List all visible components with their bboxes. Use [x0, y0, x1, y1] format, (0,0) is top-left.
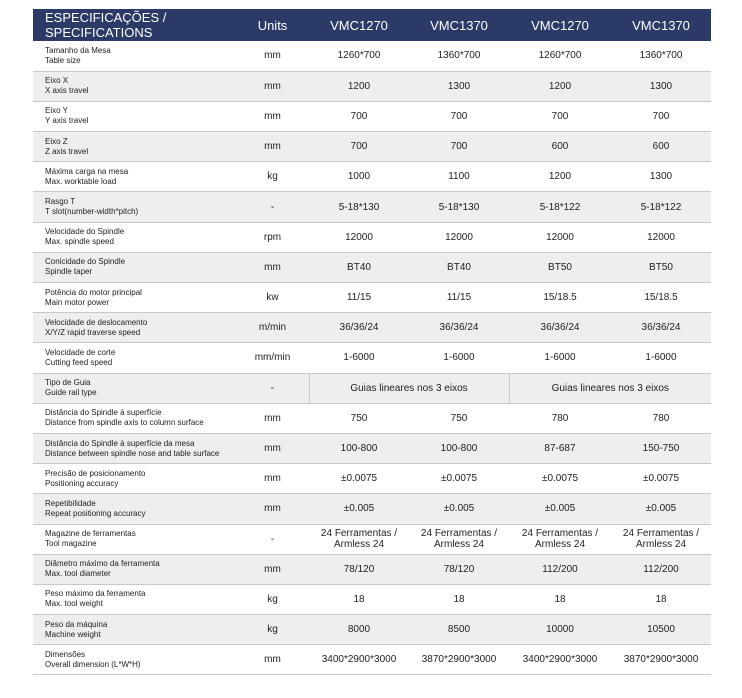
value-cell-model-3: 12000	[509, 222, 611, 252]
value-cell-model-2: 11/15	[409, 283, 509, 313]
spec-label-pt: Magazine de ferramentas	[45, 529, 136, 539]
value-cell-model-4: 780	[611, 403, 711, 433]
header-units: Units	[236, 9, 309, 41]
spec-label-pt: Eixo Y	[45, 106, 68, 116]
spec-label-cell	[33, 101, 236, 131]
spec-label-en: Guide rail type	[45, 388, 97, 398]
value-cell-model-1: 5-18*130	[309, 192, 409, 222]
spec-label-en: Main motor power	[45, 297, 110, 307]
value-cell-model-2: 78/120	[409, 554, 509, 584]
value-cell-model-3: 1200	[509, 71, 611, 101]
table-row	[33, 584, 711, 614]
unit-cell: mm	[236, 71, 309, 101]
spec-label-en: Positioning accuracy	[45, 478, 119, 488]
value-cell-model-1: 8000	[309, 615, 409, 645]
value-cell-model-2: 700	[409, 132, 509, 162]
value-cell-model-1: 11/15	[309, 283, 409, 313]
table-row	[33, 71, 711, 101]
value-cell-model-1: ±0.0075	[309, 464, 409, 494]
spec-label-en: X axis travel	[45, 86, 89, 96]
value-cell-model-2: ±0.0075	[409, 464, 509, 494]
specifications-table	[33, 9, 711, 675]
value-cell-model-2: 8500	[409, 615, 509, 645]
spec-label-cell	[33, 433, 236, 463]
table-row	[33, 554, 711, 584]
spec-label-pt: Repetibilidade	[45, 498, 96, 508]
value-cell-model-3: 18	[509, 584, 611, 614]
value-cell-model-3: 5-18*122	[509, 192, 611, 222]
specifications-table-container	[33, 9, 711, 675]
value-cell-model-4: BT50	[611, 252, 711, 282]
value-cell-model-2: 1300	[409, 71, 509, 101]
unit-cell: mm	[236, 464, 309, 494]
spec-label-pt: Precisão de posicionamento	[45, 468, 146, 478]
table-row	[33, 403, 711, 433]
spec-label-en: Cutting feed speed	[45, 357, 113, 367]
value-cell-model-1: 24 Ferramentas / Armless 24	[309, 524, 409, 554]
spec-label-cell	[33, 162, 236, 192]
table-row	[33, 132, 711, 162]
spec-label-pt: Velocidade de deslocamento	[45, 317, 148, 327]
value-cell-model-2: 3870*2900*3000	[409, 645, 509, 675]
table-row	[33, 343, 711, 373]
value-cell-model-3: 780	[509, 403, 611, 433]
value-cell-model-3: 36/36/24	[509, 313, 611, 343]
value-cell-model-4: 112/200	[611, 554, 711, 584]
table-row	[33, 41, 711, 71]
value-cell-model-4: ±0.0075	[611, 464, 711, 494]
value-cell-model-4: 5-18*122	[611, 192, 711, 222]
value-cell-model-3: 112/200	[509, 554, 611, 584]
header-model-4: VMC1370	[611, 9, 711, 41]
header-model-3: VMC1270	[509, 9, 611, 41]
unit-cell: mm	[236, 494, 309, 524]
value-cell-model-1: 750	[309, 403, 409, 433]
value-cell-model-2: 36/36/24	[409, 313, 509, 343]
value-cell-model-4: 150-750	[611, 433, 711, 463]
value-cell-model-4: 1300	[611, 162, 711, 192]
table-row	[33, 192, 711, 222]
value-cell-model-2: 5-18*130	[409, 192, 509, 222]
unit-cell: mm	[236, 554, 309, 584]
value-cell-model-2: ±0.005	[409, 494, 509, 524]
merged-value-cell: Guias lineares nos 3 eixos	[509, 373, 711, 403]
spec-label-cell	[33, 132, 236, 162]
spec-label-cell	[33, 584, 236, 614]
unit-cell: mm	[236, 132, 309, 162]
value-cell-model-1: 1000	[309, 162, 409, 192]
spec-label-cell	[33, 615, 236, 645]
value-cell-model-4: 3870*2900*3000	[611, 645, 711, 675]
spec-label-cell	[33, 313, 236, 343]
unit-cell: mm	[236, 403, 309, 433]
value-cell-model-1: 700	[309, 132, 409, 162]
spec-label-en: Spindle taper	[45, 267, 93, 277]
unit-cell: kg	[236, 584, 309, 614]
spec-label-cell	[33, 192, 236, 222]
spec-label-cell	[33, 403, 236, 433]
spec-label-cell	[33, 645, 236, 675]
spec-label-pt: Dimensões	[45, 649, 86, 659]
spec-label-pt: Conicidade do Spindle	[45, 257, 126, 267]
unit-cell: mm	[236, 41, 309, 71]
value-cell-model-4: 10500	[611, 615, 711, 645]
value-cell-model-1: 100-800	[309, 433, 409, 463]
unit-cell: mm/min	[236, 343, 309, 373]
spec-label-pt: Velocidade do Spindle	[45, 227, 125, 237]
value-cell-model-3: 1200	[509, 162, 611, 192]
value-cell-model-2: 750	[409, 403, 509, 433]
spec-label-pt: Peso máximo da ferramenta	[45, 589, 146, 599]
unit-cell: kw	[236, 283, 309, 313]
value-cell-model-3: 15/18.5	[509, 283, 611, 313]
spec-label-pt: Distância do Spindle à superfície da mesa	[45, 438, 195, 448]
value-cell-model-1: 700	[309, 101, 409, 131]
value-cell-model-1: 78/120	[309, 554, 409, 584]
spec-label-cell	[33, 373, 236, 403]
unit-cell: rpm	[236, 222, 309, 252]
value-cell-model-3: BT50	[509, 252, 611, 282]
value-cell-model-1: 12000	[309, 222, 409, 252]
unit-cell: mm	[236, 101, 309, 131]
value-cell-model-4: 12000	[611, 222, 711, 252]
table-row	[33, 101, 711, 131]
spec-label-en: Tool magazine	[45, 539, 97, 549]
value-cell-model-1: 1260*700	[309, 41, 409, 71]
value-cell-model-4: 15/18.5	[611, 283, 711, 313]
value-cell-model-4: 24 Ferramentas / Armless 24	[611, 524, 711, 554]
value-cell-model-1: BT40	[309, 252, 409, 282]
table-body	[33, 41, 711, 675]
table-row	[33, 222, 711, 252]
value-cell-model-3: 1-6000	[509, 343, 611, 373]
table-row	[33, 494, 711, 524]
unit-cell: kg	[236, 162, 309, 192]
unit-cell: -	[236, 524, 309, 554]
spec-label-en: Max. tool weight	[45, 599, 103, 609]
spec-label-cell	[33, 554, 236, 584]
spec-label-cell	[33, 343, 236, 373]
value-cell-model-2: 700	[409, 101, 509, 131]
value-cell-model-2: 100-800	[409, 433, 509, 463]
spec-label-pt: Máxima carga na mesa	[45, 166, 129, 176]
spec-label-en: Max. tool diameter	[45, 569, 111, 579]
value-cell-model-3: 700	[509, 101, 611, 131]
unit-cell: kg	[236, 615, 309, 645]
value-cell-model-3: 10000	[509, 615, 611, 645]
value-cell-model-4: 36/36/24	[611, 313, 711, 343]
spec-label-en: Overall dimension (L*W*H)	[45, 659, 141, 669]
spec-label-cell	[33, 252, 236, 282]
unit-cell: -	[236, 192, 309, 222]
spec-label-cell	[33, 222, 236, 252]
spec-label-pt: Eixo X	[45, 76, 69, 86]
value-cell-model-4: 700	[611, 101, 711, 131]
value-cell-model-4: 18	[611, 584, 711, 614]
value-cell-model-4: 1360*700	[611, 41, 711, 71]
spec-label-en: T slot(number-width*pitch)	[45, 207, 139, 217]
spec-label-pt: Eixo Z	[45, 136, 68, 146]
unit-cell: mm	[236, 433, 309, 463]
spec-label-en: Z axis travel	[45, 146, 89, 156]
spec-label-pt: Tamanho da Mesa	[45, 45, 111, 55]
value-cell-model-1: 1200	[309, 71, 409, 101]
spec-label-cell	[33, 524, 236, 554]
spec-label-cell	[33, 71, 236, 101]
table-header-row	[33, 9, 711, 41]
spec-label-en: Y axis travel	[45, 116, 89, 126]
value-cell-model-2: 18	[409, 584, 509, 614]
spec-label-pt: Potência do motor principal	[45, 287, 142, 297]
unit-cell: m/min	[236, 313, 309, 343]
table-row	[33, 524, 711, 554]
value-cell-model-4: 600	[611, 132, 711, 162]
value-cell-model-3: 87-687	[509, 433, 611, 463]
spec-label-pt: Velocidade de corte	[45, 347, 116, 357]
value-cell-model-1: ±0.005	[309, 494, 409, 524]
table-row	[33, 313, 711, 343]
spec-label-en: Max. spindle speed	[45, 237, 114, 247]
value-cell-model-3: ±0.005	[509, 494, 611, 524]
value-cell-model-2: 24 Ferramentas / Armless 24	[409, 524, 509, 554]
value-cell-model-3: 600	[509, 132, 611, 162]
spec-label-en: Max. worktable load	[45, 176, 117, 186]
spec-label-pt: Tipo de Guia	[45, 378, 91, 388]
value-cell-model-2: 12000	[409, 222, 509, 252]
value-cell-model-3: 3400*2900*3000	[509, 645, 611, 675]
header-specifications: ESPECIFICAÇÕES / SPECIFICATIONS	[33, 9, 236, 41]
value-cell-model-1: 1-6000	[309, 343, 409, 373]
value-cell-model-2: 1100	[409, 162, 509, 192]
value-cell-model-1: 18	[309, 584, 409, 614]
value-cell-model-2: 1-6000	[409, 343, 509, 373]
unit-cell: -	[236, 373, 309, 403]
unit-cell: mm	[236, 645, 309, 675]
unit-cell: mm	[236, 252, 309, 282]
table-row	[33, 615, 711, 645]
table-row	[33, 433, 711, 463]
value-cell-model-3: 24 Ferramentas / Armless 24	[509, 524, 611, 554]
merged-value-cell: Guias lineares nos 3 eixos	[309, 373, 509, 403]
spec-label-pt: Distância do Spindle à superfície	[45, 408, 162, 418]
table-row	[33, 373, 711, 403]
spec-label-en: Distance from spindle axis to column surface	[45, 418, 204, 428]
value-cell-model-4: ±0.005	[611, 494, 711, 524]
value-cell-model-3: ±0.0075	[509, 464, 611, 494]
spec-label-en: X/Y/Z rapid traverse speed	[45, 327, 141, 337]
table-row	[33, 464, 711, 494]
spec-label-pt: Peso da máquina	[45, 619, 108, 629]
value-cell-model-4: 1-6000	[611, 343, 711, 373]
spec-label-cell	[33, 41, 236, 71]
value-cell-model-3: 1260*700	[509, 41, 611, 71]
spec-label-en: Distance between spindle nose and table surface	[45, 448, 220, 458]
value-cell-model-2: BT40	[409, 252, 509, 282]
spec-label-en: Table size	[45, 55, 81, 65]
table-row	[33, 283, 711, 313]
header-model-2: VMC1370	[409, 9, 509, 41]
spec-label-en: Repeat positioning accuracy	[45, 508, 146, 518]
value-cell-model-1: 3400*2900*3000	[309, 645, 409, 675]
spec-label-pt: Rasgo T	[45, 197, 76, 207]
header-model-1: VMC1270	[309, 9, 409, 41]
spec-label-en: Machine weight	[45, 629, 101, 639]
spec-label-cell	[33, 283, 236, 313]
table-row	[33, 252, 711, 282]
table-row	[33, 645, 711, 675]
value-cell-model-4: 1300	[611, 71, 711, 101]
spec-label-cell	[33, 464, 236, 494]
value-cell-model-1: 36/36/24	[309, 313, 409, 343]
table-row	[33, 162, 711, 192]
spec-label-pt: Diâmetro máximo da ferramenta	[45, 559, 160, 569]
value-cell-model-2: 1360*700	[409, 41, 509, 71]
spec-label-cell	[33, 494, 236, 524]
